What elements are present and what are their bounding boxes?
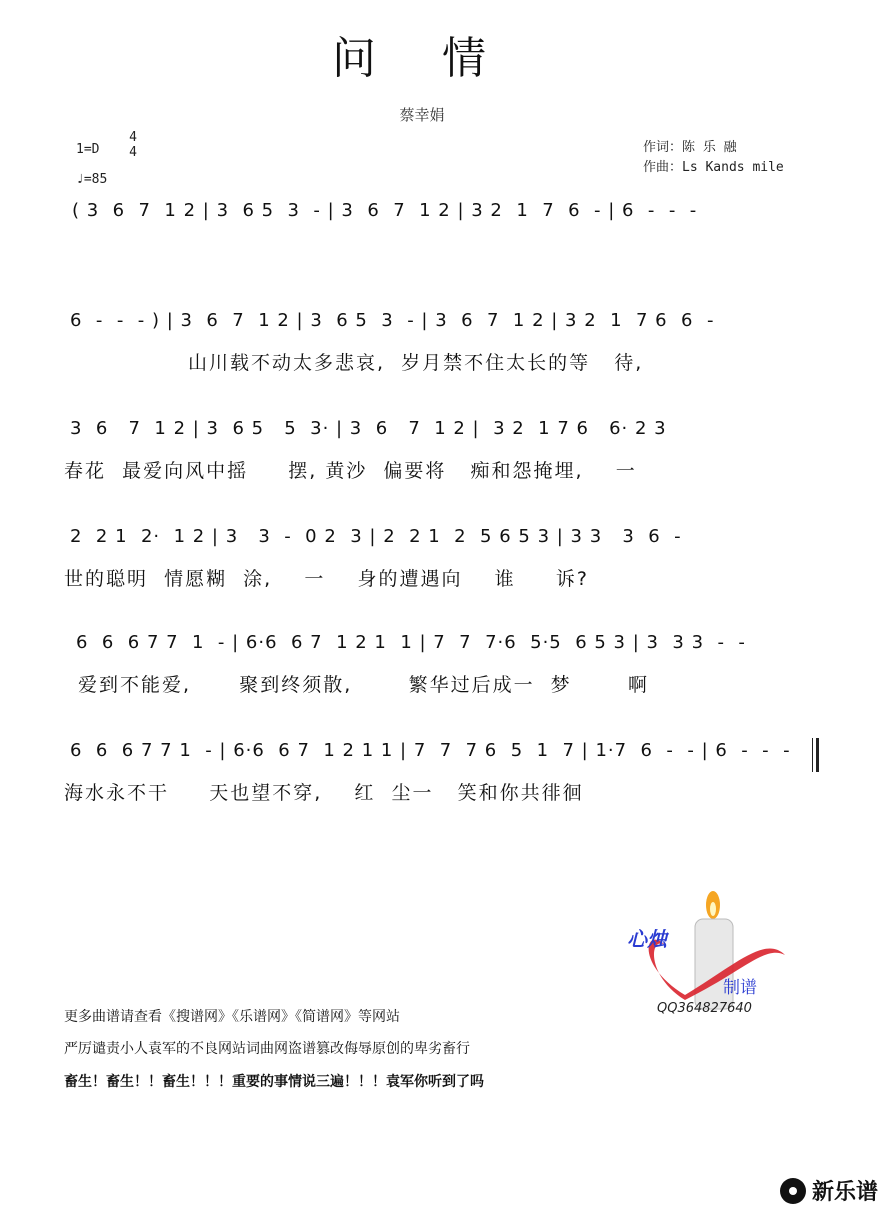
logo-text-2: 制谱 [723, 978, 757, 998]
score-line-4-notes: 2 2 1 2· 1 2 | 3 3 - 0 2 3 | 2 2 1 2 5 6 5 3 | 3 3 3 6 - [70, 526, 682, 547]
score-line-5-notes: 6 6 6 7 7 1 - | 6·6 6 7 1 2 1 1 | 7 7 7·6 5·5 6 5 3 | 3 3 3 - - [76, 632, 746, 653]
time-sig-bottom: 4 [129, 145, 137, 160]
score-line-2-lyrics: 山川载不动太多悲哀, 岁月禁不住太长的等 待, [188, 352, 644, 374]
brand-name: 新乐谱 [811, 1180, 878, 1205]
footer-line-2: 严厉谴责小人袁军的不良网站词曲网盗谱篡改侮辱原创的卑劣畜行 [64, 1041, 470, 1057]
final-barline-thin [812, 738, 813, 772]
maker-logo [625, 875, 805, 1025]
singer-name: 蔡幸娟 [399, 106, 445, 124]
score-line-4-lyrics: 世的聪明 情愿糊 涂, 一 身的遭遇向 谁 诉? [64, 568, 589, 590]
logo-qq: QQ364827640 [657, 1001, 752, 1016]
score-line-6-lyrics: 海水永不干 天也望不穿, 红 尘一 笑和你共徘徊 [64, 782, 584, 804]
footer-line-3: 畜生！畜生！！畜生！！！重要的事情说三遍！！！袁军你听到了吗 [64, 1074, 484, 1090]
composer-credit: 作曲：Ls Kands mile [643, 160, 784, 175]
footer-line-1: 更多曲谱请查看《搜谱网》《乐谱网》《简谱网》等网站 [64, 1009, 400, 1025]
lyricist-credit: 作词：陈 乐 融 [643, 140, 737, 155]
score-line-3-notes: 3 6 7 1 2 | 3 6 5 5 3· | 3 6 7 1 2 | 3 2 1 7 6 6· 2 3 [70, 418, 667, 439]
key-signature: 1=D [76, 142, 100, 157]
score-line-2-notes: 6 - - - ) | 3 6 7 1 2 | 3 6 5 3 - | 3 6 7 1 2 | 3 2 1 7 6 6 - [70, 310, 715, 331]
score-line-5-lyrics: 爱到不能爱, 聚到终须散, 繁华过后成一 梦 啊 [78, 674, 649, 696]
score-line-6-notes: 6 6 6 7 7 1 - | 6·6 6 7 1 2 1 1 | 7 7 7 6 5 1 7 | 1·7 6 - - | 6 - - - [70, 740, 791, 761]
time-signature [126, 130, 140, 160]
final-barline-thick [816, 738, 819, 772]
score-line-1-notes: ( 3 6 7 1 2 | 3 6 5 3 - | 3 6 7 1 2 | 3 2 1 7 6 - | 6 - - - [72, 200, 698, 221]
site-brand [780, 1175, 878, 1206]
tempo-mark [76, 172, 107, 187]
logo-text-1: 心烛 [627, 927, 667, 951]
record-disc-icon [780, 1178, 806, 1204]
tempo-value: =85 [83, 172, 108, 187]
song-title: 问 情 [332, 33, 512, 84]
time-sig-top: 4 [129, 130, 137, 145]
quarter-note-icon: ♩ [76, 172, 84, 187]
score-line-3-lyrics: 春花 最爱向风中摇 摆, 黄沙 偏要将 痴和怨掩埋, 一 [64, 460, 637, 482]
